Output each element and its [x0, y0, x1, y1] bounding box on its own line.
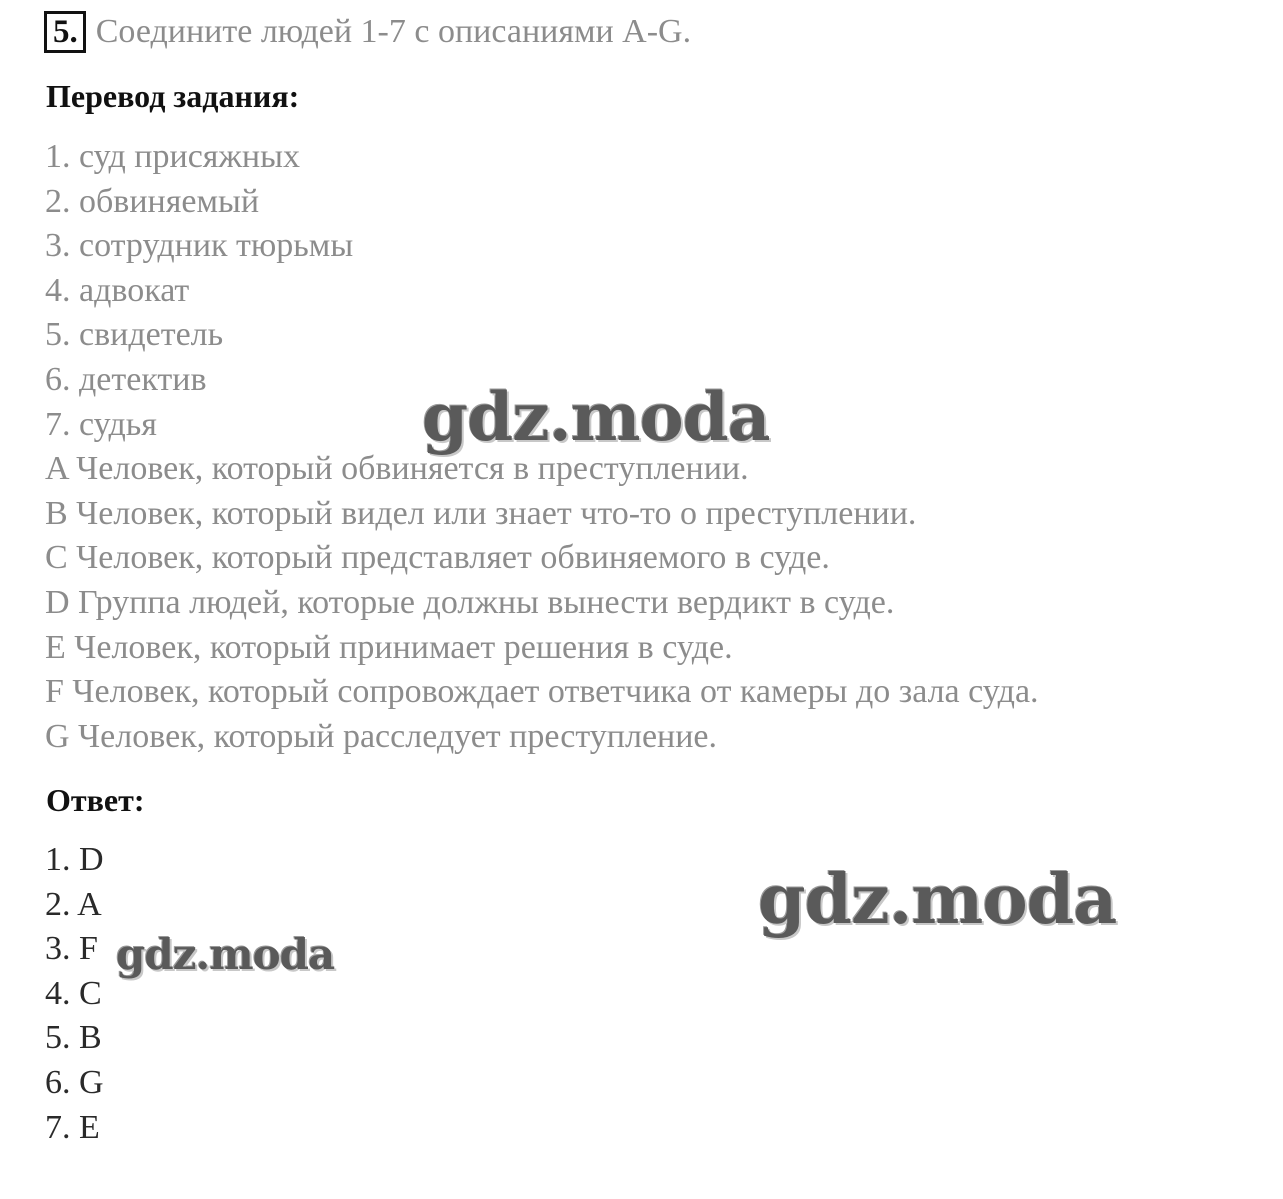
- translation-line: E Человек, который принимает решения в суде.: [45, 628, 733, 666]
- watermark: gdz.moda: [116, 930, 335, 979]
- translation-line: 3. сотрудник тюрьмы: [45, 227, 354, 265]
- answer-line: 7. E: [45, 1108, 100, 1146]
- translation-line: 7. судья: [45, 405, 157, 443]
- translation-line: B Человек, который видел или знает что-то о преступлении.: [45, 494, 917, 532]
- task-instruction: Соедините людей 1-7 с описаниями A-G.: [95, 13, 692, 50]
- watermark: gdz.moda: [422, 378, 770, 456]
- task-number: 5.: [44, 11, 86, 53]
- answer-list: [45, 838, 104, 1150]
- answer-line: 5. B: [45, 1019, 102, 1057]
- answer-line: 1. D: [45, 841, 104, 878]
- answer-title: Ответ:: [46, 782, 145, 818]
- translation-line: D Группа людей, которые должны вынести вердикт в суде.: [45, 583, 895, 621]
- translation-line: F Человек, который сопровождает ответчика от камеры до зала суда.: [45, 673, 1039, 711]
- watermark: gdz.moda: [758, 860, 1117, 940]
- translation-line: G Человек, который расследует преступление.: [45, 717, 718, 755]
- task-header: [44, 10, 691, 54]
- translation-line: C Человек, который представляет обвиняемого в суде.: [45, 539, 830, 577]
- answer-line: 4. C: [45, 974, 102, 1012]
- answer-line: 3. F: [45, 930, 98, 968]
- translation-line: A Человек, который обвиняется в преступлении.: [45, 450, 749, 488]
- translation-line: 6. детектив: [45, 360, 207, 398]
- answer-line: 2. A: [45, 885, 102, 923]
- answer-line: 6. G: [45, 1063, 104, 1101]
- translation-line: 1. суд присяжных: [45, 138, 300, 175]
- translation-title: Перевод задания:: [46, 78, 300, 114]
- translation-line: 4. адвокат: [45, 271, 190, 309]
- translation-line: 2. обвиняемый: [45, 182, 260, 220]
- translation-line: 5. свидетель: [45, 316, 224, 354]
